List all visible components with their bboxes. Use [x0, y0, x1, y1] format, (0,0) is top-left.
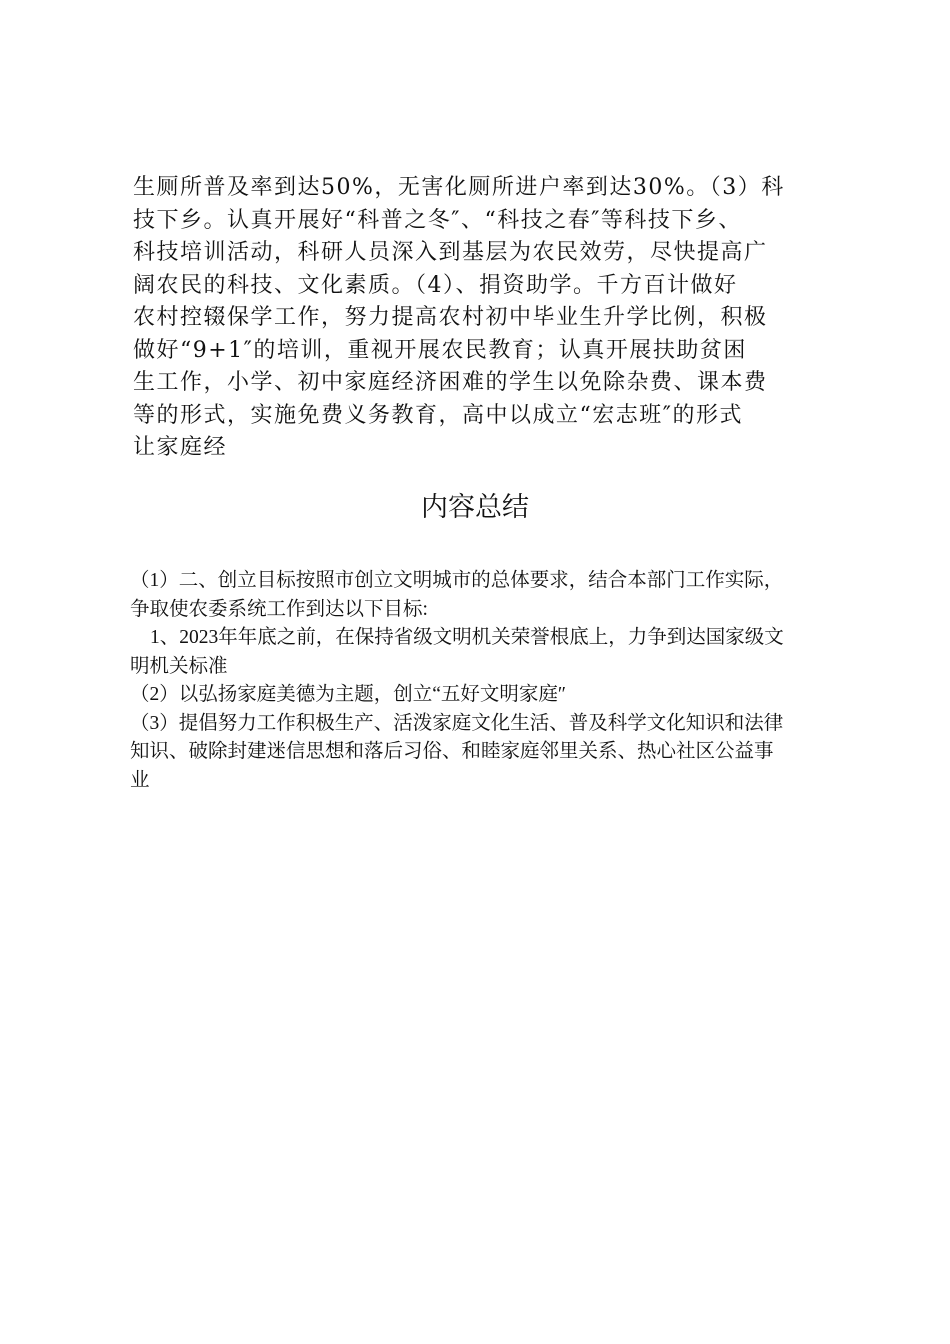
body-line: 让家庭经 — [133, 435, 228, 460]
summary-line: （2）以弘扬家庭美德为主题，创立“五好文明家庭″ — [130, 684, 567, 705]
summary-list — [130, 567, 830, 795]
summary-line: 业 — [130, 769, 150, 791]
summary-line: （3）提倡努力工作积极生产、活泼家庭文化生活、普及科学文化知识和法律 — [130, 712, 784, 734]
body-line: 等的形式，实施免费义务教育，高中以成立“宏志班″的形式 — [133, 402, 743, 428]
summary-line: 1、2023年年底之前，在保持省级文明机关荣誉根底上，力争到达国家级文 — [150, 627, 784, 648]
body-line: 科技培训活动，科研人员深入到基层为农民效劳，尽快提高广 — [133, 240, 768, 265]
summary-line: 争取使农委系统工作到达以下目标: — [130, 598, 428, 620]
body-line: 农村控辍保学工作，努力提高农村初中毕业生升学比例，积极 — [133, 305, 768, 330]
section-title: 内容总结 — [421, 492, 529, 523]
body-paragraph — [133, 172, 833, 465]
body-line: 阔农民的科技、文化素质。（4）、捐资助学。千方百计做好 — [133, 272, 738, 298]
summary-line: （1）二、创立目标按照市创立文明城市的总体要求，结合本部门工作实际， — [130, 570, 784, 591]
body-line: 生厕所普及率到达50%，无害化厕所进户率到达30%。（3）科 — [133, 175, 785, 200]
summary-line: 知识、破除封建迷信思想和落后习俗、和睦家庭邻里关系、热心社区公益事 — [130, 741, 774, 762]
body-line: 做好“9+1″的培训，重视开展农民教育；认真开展扶助贫困 — [133, 337, 747, 363]
body-line: 技下乡。认真开展好“科普之冬″、“科技之春″等科技下乡、 — [133, 207, 742, 233]
body-line: 生工作，小学、初中家庭经济困难的学生以免除杂费、课本费 — [133, 370, 768, 395]
summary-line: 明机关标准 — [130, 655, 228, 677]
